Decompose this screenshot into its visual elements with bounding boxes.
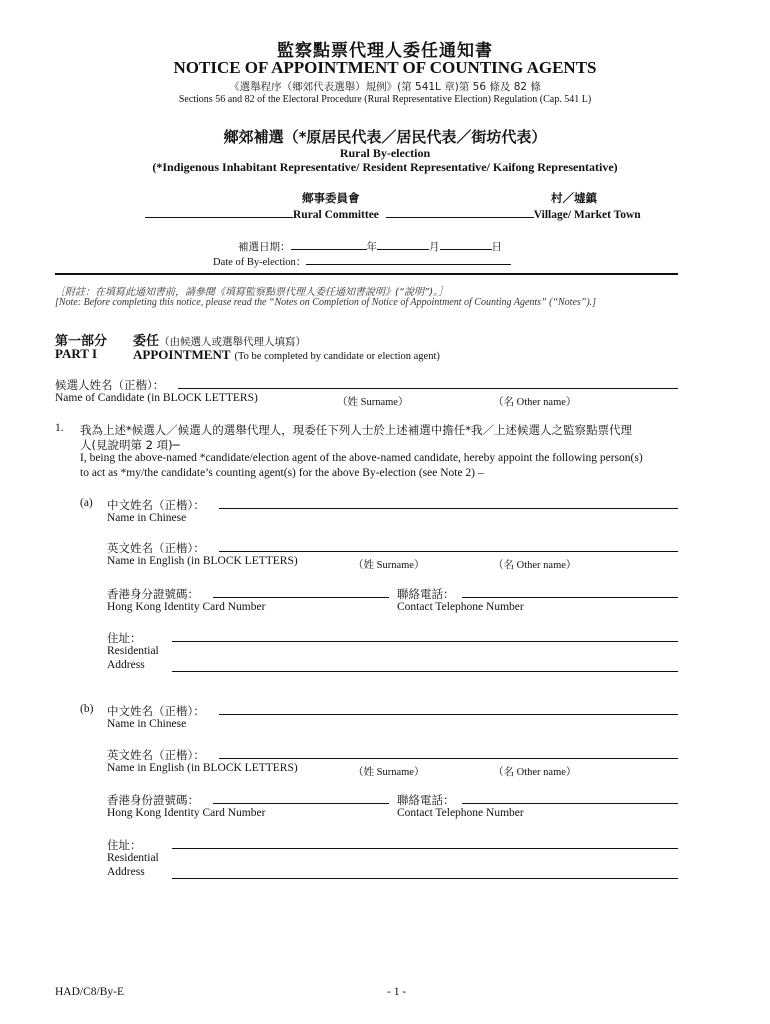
agent-b-address-field-1[interactable] xyxy=(172,848,678,849)
date-month-field[interactable] xyxy=(377,238,429,250)
agent-b-address-label-en-1: Residential xyxy=(107,852,159,864)
part1-instruction-zh: （由候選人或選舉代理人填寫） xyxy=(159,336,307,348)
agent-a-address-field-1[interactable] xyxy=(172,641,678,642)
date-year-field[interactable] xyxy=(291,238,367,250)
part1-heading-en: APPOINTMENT xyxy=(133,347,231,362)
candidate-other-name-label: （名 Other name） xyxy=(493,397,577,408)
part1-heading-en-row xyxy=(133,346,440,364)
agent-a-hkid-label-en: Hong Kong Identity Card Number xyxy=(107,601,266,613)
date-label-zh: 補選日期： xyxy=(238,241,291,253)
agent-b-tel-label-en: Contact Telephone Number xyxy=(397,807,524,819)
date-field[interactable] xyxy=(306,253,511,265)
agent-a-name-chinese-label-en: Name in Chinese xyxy=(107,512,187,524)
candidate-label-zh: 候選人姓名（正楷）： xyxy=(55,378,165,392)
agent-b-tel-label-zh: 聯絡電話： xyxy=(397,793,455,807)
agent-b-address-field-2[interactable] xyxy=(172,878,678,879)
agent-a-name-english-field[interactable] xyxy=(219,551,678,552)
agent-b-hkid-label-zh: 香港身份證號碼： xyxy=(107,793,199,807)
agent-a-letter: (a) xyxy=(80,497,93,509)
agent-a-tel-label-zh: 聯絡電話： xyxy=(397,587,455,601)
agent-b-letter: (b) xyxy=(80,703,94,715)
regulation-chinese: 《選舉程序（鄉郊代表選舉）規例》(第 541L 章)第 56 條及 82 條 xyxy=(229,81,541,93)
rural-committee-label-zh: 鄉事委員會 xyxy=(302,191,360,205)
item1-text-zh-1: 我為上述*候選人／候選人的選舉代理人，現委任下列人士於上述補選中擔任*我／上述候選人之監察點票代理 xyxy=(80,423,632,437)
item1-text-en-1: I, being the above-named *candidate/election agent of the above-named candidate, hereby appoint the following person(s) xyxy=(80,452,643,464)
rural-committee-field[interactable] xyxy=(145,206,293,218)
agent-a-address-label-en-2: Address xyxy=(107,659,145,671)
note-en: [Note: Before completing this notice, please read the “Notes on Completion of Notice of Appointment of Counting Agents” (“Notes”).] xyxy=(55,297,597,308)
election-type-chinese: 鄉郊補選（*原居民代表／居民代表／街坊代表） xyxy=(223,128,547,146)
agent-b-name-english-field[interactable] xyxy=(219,758,678,759)
agent-b-address-label-zh: 住址： xyxy=(107,838,142,852)
agent-a-name-english-label: Name in English (in BLOCK LETTERS) xyxy=(107,555,298,567)
candidate-surname-label: （姓 Surname） xyxy=(337,397,409,408)
agent-a-tel-field[interactable] xyxy=(462,597,678,598)
date-year-label: 年 xyxy=(366,241,377,253)
agent-b-name-chinese-field[interactable] xyxy=(219,714,678,715)
candidate-name-field[interactable] xyxy=(178,388,678,389)
agent-b-other-name-label: （名 Other name） xyxy=(493,767,577,778)
date-month-label: 月 xyxy=(429,241,440,253)
village-label-zh: 村／墟鎮 xyxy=(551,191,597,205)
part1-heading-zh: 委任 xyxy=(133,334,160,349)
item1-text-en-2: to act as *my/the candidate’s counting agent(s) for the above By-election (see Note 2) – xyxy=(80,467,484,479)
title-chinese: 監察點票代理人委任通知書 xyxy=(277,41,493,61)
agent-b-tel-field[interactable] xyxy=(462,803,678,804)
agent-a-name-zh-label: 中文姓名（正楷）： xyxy=(107,498,205,512)
agent-b-name-en-label-zh: 英文姓名（正楷）： xyxy=(107,748,205,762)
agent-b-name-chinese-label-en: Name in Chinese xyxy=(107,718,187,730)
form-code: HAD/C8/By-E xyxy=(55,986,124,998)
candidate-label-en: Name of Candidate (in BLOCK LETTERS) xyxy=(55,392,258,404)
agent-a-name-en-label-zh: 英文姓名（正楷）： xyxy=(107,541,205,555)
agent-a-hkid-label-zh: 香港身分證號碼： xyxy=(107,587,199,601)
part1-label-en: PART I xyxy=(55,346,98,361)
agent-a-surname-label: （姓 Surname） xyxy=(353,560,425,571)
agent-a-address-label-en-1: Residential xyxy=(107,645,159,657)
date-day-field[interactable] xyxy=(440,238,492,250)
date-row-en xyxy=(213,253,511,269)
village-label-en: Village/ Market Town xyxy=(533,209,641,221)
agent-b-address-label-en-2: Address xyxy=(107,866,145,878)
agent-b-hkid-label-en: Hong Kong Identity Card Number xyxy=(107,807,266,819)
agent-a-other-name-label: （名 Other name） xyxy=(493,560,577,571)
date-day-label: 日 xyxy=(491,241,502,253)
divider xyxy=(55,273,678,275)
election-type-english: Rural By-election xyxy=(339,146,431,160)
agent-a-hkid-field[interactable] xyxy=(213,597,389,598)
part1-label-zh: 第一部分 xyxy=(55,334,108,349)
date-label-en: Date of By-election： xyxy=(213,257,307,268)
village-field[interactable] xyxy=(386,206,534,218)
agent-b-surname-label: （姓 Surname） xyxy=(353,767,425,778)
agent-b-hkid-field[interactable] xyxy=(213,803,389,804)
rural-committee-label-en: Rural Committee xyxy=(293,209,379,221)
agent-a-tel-label-en: Contact Telephone Number xyxy=(397,601,524,613)
agent-a-address-label-zh: 住址： xyxy=(107,631,142,645)
election-type-detail: (*Indigenous Inhabitant Representative/ Resident Representative/ Kaifong Representative) xyxy=(152,160,618,174)
page-number: - 1 - xyxy=(387,986,407,998)
part1-instruction-en: (To be completed by candidate or election agent) xyxy=(234,351,440,362)
agent-a-name-chinese-field[interactable] xyxy=(219,508,678,509)
item1-number: 1. xyxy=(55,422,64,434)
item1-text-zh-2: 人(見說明第 2 項)─ xyxy=(80,438,180,452)
agent-b-name-english-label: Name in English (in BLOCK LETTERS) xyxy=(107,762,298,774)
agent-a-address-field-2[interactable] xyxy=(172,671,678,672)
note-zh: ［附註：在填寫此通知書前，請參閱《填寫監察點票代理人委任通知書說明》(“說明”)。］ xyxy=(55,287,449,298)
date-row-zh xyxy=(238,238,502,254)
regulation-english: Sections 56 and 82 of the Electoral Procedure (Rural Representative Election) Regulation (Cap. 541 L) xyxy=(178,94,592,105)
agent-b-name-zh-label: 中文姓名（正楷）： xyxy=(107,704,205,718)
title-english: NOTICE OF APPOINTMENT OF COUNTING AGENTS xyxy=(173,58,597,77)
rural-committee-row xyxy=(145,206,641,221)
